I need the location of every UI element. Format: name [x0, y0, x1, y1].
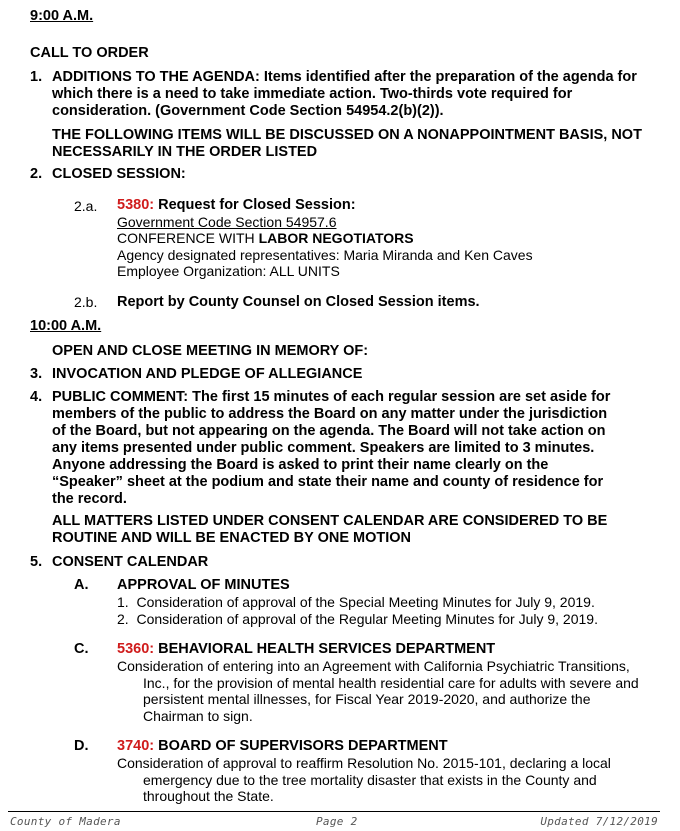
- memory-heading: OPEN AND CLOSE MEETING IN MEMORY OF:: [52, 343, 369, 359]
- item-5c-title-line: [117, 641, 637, 658]
- footer-county: County of Madera: [10, 815, 121, 828]
- item-5-title: CONSENT CALENDAR: [52, 554, 209, 570]
- minute-1-text: Consideration of approval of the Special Meeting Minutes for July 9, 2019.: [136, 594, 595, 610]
- item-4-note: ALL MATTERS LISTED UNDER CONSENT CALENDAR ARE CONSIDERED TO BE ROUTINE AND WILL BE ENACTED BY ONE MOTION: [52, 513, 608, 546]
- minute-2-text: Consideration of approval of the Regular Meeting Minutes for July 9, 2019.: [136, 610, 598, 627]
- item-5d-title: BOARD OF SUPERVISORS DEPARTMENT: [158, 738, 448, 754]
- time-heading-1000: 10:00 A.M.: [30, 318, 102, 334]
- list-item: [117, 594, 637, 611]
- item-1-text: ADDITIONS TO THE AGENDA: Items identified after the preparation of the agenda for which there is a need to take immediate action. Two-thirds vote required for consideration. (Government Code Section 54954.2(b)(2)).: [52, 69, 637, 119]
- item-2a-block: [117, 197, 637, 280]
- item-2a-code-section: Government Code Section 54957.6: [117, 213, 337, 230]
- item-2a-employee-org: Employee Organization: ALL UNITS: [117, 263, 340, 279]
- item-2-number: 2.: [30, 166, 43, 182]
- item-5d-text: Consideration of approval to reaffirm Resolution No. 2015-101, declaring a local emergency due to the tree mortality disaster that exists in the County and throughout the State.: [117, 755, 611, 804]
- item-2b-title: Report by County Counsel on Closed Session items.: [117, 294, 480, 310]
- item-5a-title: APPROVAL OF MINUTES: [117, 577, 290, 593]
- item-5c-title: BEHAVIORAL HEALTH SERVICES DEPARTMENT: [158, 641, 496, 657]
- list-item: [117, 611, 637, 628]
- item-3-title: INVOCATION AND PLEDGE OF ALLEGIANCE: [52, 366, 363, 382]
- item-5c-code: 5360:: [117, 641, 155, 657]
- item-5a-minutes: [117, 594, 637, 627]
- footer-updated-date: Updated 7/12/2019: [540, 815, 658, 828]
- item-5a-letter: A.: [74, 577, 89, 593]
- item-5c-letter: C.: [74, 641, 89, 657]
- item-2-title: CLOSED SESSION:: [52, 166, 186, 182]
- minute-1-number: 1.: [117, 594, 129, 610]
- item-1-number: 1.: [30, 69, 43, 85]
- footer-divider: [8, 811, 660, 812]
- item-5d-letter: D.: [74, 738, 89, 754]
- item-2a-code: 5380:: [117, 197, 155, 213]
- item-5c-text: Consideration of entering into an Agreement with California Psychiatric Transitions, Inc., for the provision of mental health residential care for adults with severe and persistent mental illnesses, for Fiscal Year 2019-2020, and authorize the Chairman to sign.: [117, 658, 639, 724]
- item-5d-title-line: [117, 738, 637, 755]
- item-2a-number: 2.a.: [74, 198, 98, 214]
- item-4-text: PUBLIC COMMENT: The first 15 minutes of each regular session are set aside for members of the public to address the Board on any matter under the jurisdiction of the Board, but not appearing on the agenda. The Board will not take action on any items presented under public comment. Speakers are limited to 3 minutes. Anyone addressing the Board is asked to print their name clearly on the “Speaker” sheet at the podium and state their name and county of residence for the record.: [52, 389, 611, 507]
- item-2a-agency: Agency designated representatives: Maria Miranda and Ken Caves: [117, 246, 533, 263]
- item-4-number: 4.: [30, 389, 43, 405]
- item-5d-code: 3740:: [117, 738, 155, 754]
- item-2a-conference-prefix: CONFERENCE WITH: [117, 230, 259, 246]
- item-2b-number: 2.b.: [74, 294, 98, 310]
- item-2a-title: Request for Closed Session:: [158, 197, 356, 213]
- item-3-number: 3.: [30, 366, 43, 382]
- item-5-number: 5.: [30, 554, 43, 570]
- minutes-list: [117, 594, 637, 627]
- time-heading-900: 9:00 A.M.: [30, 8, 94, 24]
- item-2a-title-line: [117, 197, 637, 214]
- call-to-order-heading: CALL TO ORDER: [30, 45, 149, 61]
- item-1-note: THE FOLLOWING ITEMS WILL BE DISCUSSED ON A NONAPPOINTMENT BASIS, NOT NECESSARILY IN THE ORDER LISTED: [52, 127, 642, 160]
- item-2a-conference: [117, 230, 637, 247]
- minute-2-number: 2.: [117, 610, 129, 627]
- footer-page-number: Page 2: [316, 815, 358, 828]
- item-2a-conference-bold: LABOR NEGOTIATORS: [258, 230, 414, 246]
